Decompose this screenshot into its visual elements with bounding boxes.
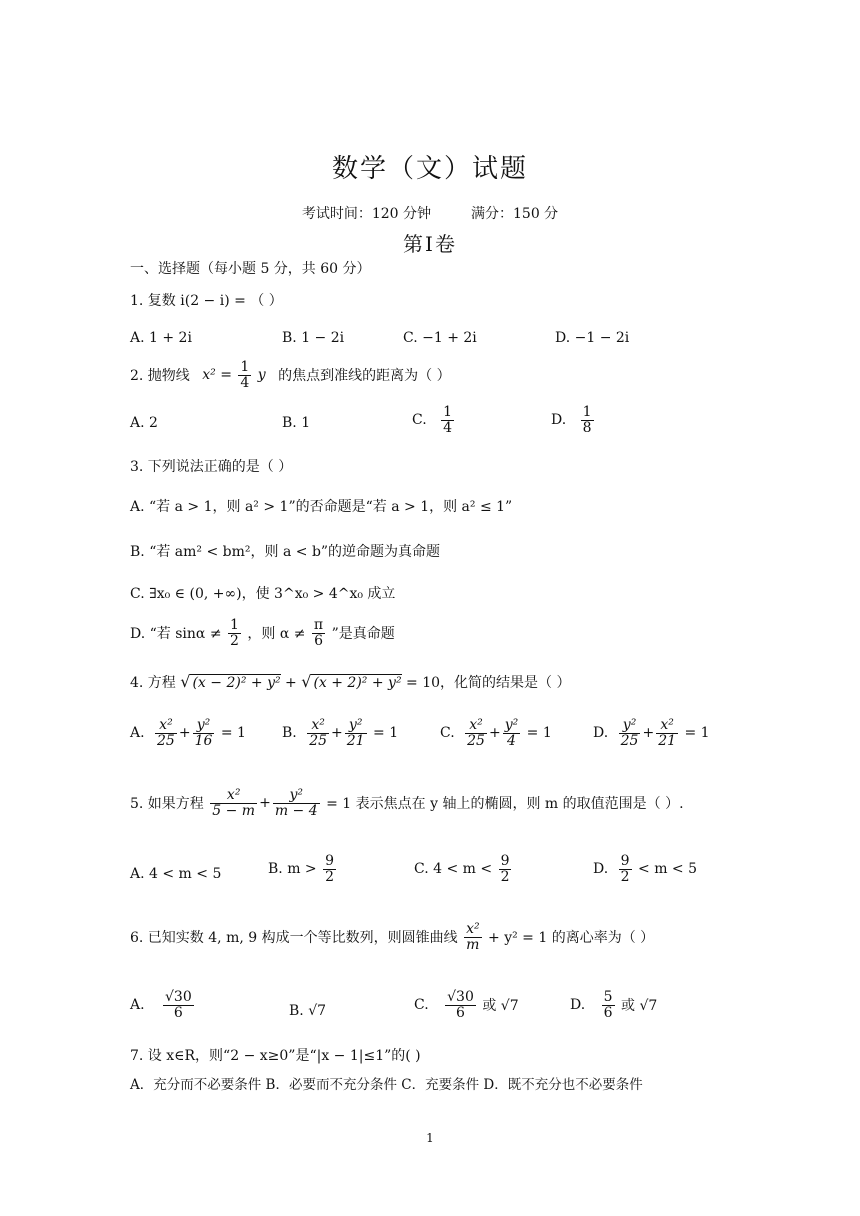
option-text: B. m > [268, 861, 317, 878]
question-1-stem: 1. 复数 i(2 − i) = （ ） [130, 293, 283, 309]
question-2-option-b: B. 1 [282, 415, 311, 431]
option-fraction-1 [228, 618, 241, 648]
volume-heading: 第Ⅰ卷 [403, 232, 457, 256]
question-4-option-a: A. $\frac{\text{x²}}{25}$ + $\frac{\text{y²}}{16}$ = 1 [130, 717, 246, 749]
question-2-lhs: x² = [202, 367, 232, 384]
option-text: C. 4 < m < [414, 861, 493, 878]
option-label: C. [414, 997, 429, 1014]
full-score: 满分：150 分 [471, 206, 559, 222]
fraction-denominator: 25 [309, 732, 328, 749]
fraction-denominator: 2 [500, 868, 510, 885]
option-fraction-1 [155, 718, 177, 748]
option-rhs: = 1 [220, 725, 246, 742]
question-5-suffix: = 1 表示焦点在 y 轴上的椭圆，则 m 的取值范围是（ ）. [326, 796, 684, 813]
question-5-option-d [593, 854, 697, 884]
fraction-numerator: π [313, 617, 324, 633]
fraction-numerator: 9 [620, 853, 630, 869]
question-3-option-b: B. “若 am² < bm²，则 a < b”的逆命题为真命题 [130, 544, 441, 560]
fraction-numerator: 5 [603, 989, 613, 1005]
fraction-denominator: 16 [194, 732, 213, 749]
option-label: D. [593, 861, 609, 878]
fraction-denominator: 4 [240, 374, 250, 391]
question-1-option-b: B. 1 − 2i [282, 330, 345, 346]
fraction-numerator: √30 [165, 989, 192, 1005]
option-text-post: ”是真命题 [331, 626, 395, 643]
option-text: 或 √7 [482, 998, 519, 1015]
page-title: 数学（文）试题 [331, 154, 528, 184]
question-5-prefix: 5. 如果方程 [130, 796, 204, 813]
question-6-prefix: 6. 已知实数 4, m, 9 构成一个等比数列，则圆锥曲线 [130, 930, 458, 947]
question-7-stem: 7. 设 x∈R，则“2 − x≥0”是“|x − 1|≤1”的( ) [130, 1048, 421, 1064]
question-6-option-a [130, 990, 196, 1020]
fraction-denominator: 6 [456, 1004, 465, 1021]
option-fraction-1 [619, 718, 641, 748]
question-6-option-d [570, 990, 657, 1020]
fraction-numerator: y² [193, 718, 215, 734]
question-5-fraction-1 [210, 788, 257, 818]
fraction-denominator: m [466, 936, 480, 953]
fraction-numerator: x² [465, 718, 487, 734]
question-5-option-b [268, 854, 338, 884]
radical-2: (x + 2)² + y² [313, 675, 402, 691]
option-fraction-1 [307, 718, 329, 748]
question-2-suffix: 的焦点到准线的距离为（ ） [278, 368, 451, 385]
fraction-numerator: x² [155, 718, 177, 734]
fraction-denominator: 5 − m [212, 802, 256, 819]
fraction-denominator: m − 4 [274, 802, 318, 819]
question-5-stem: 5. 如果方程 $\frac{\text{x²}}{5 - m}$ + $\frac{\text{y²}}{m - 4}$ = 1 表示焦点在 y 轴上的椭圆，则 m 的取值范围是（ ）. [130, 787, 684, 819]
fraction-denominator: 2 [620, 868, 630, 885]
question-2-option-a: A. 2 [130, 415, 158, 431]
exam-time: 考试时间：120 分钟 [301, 206, 431, 222]
fraction-denominator: 2 [325, 868, 335, 885]
question-4-option-d: D. $\frac{\text{y²}}{25}$ + $\frac{\text{x²}}{21}$ = 1 [593, 717, 710, 749]
option-rhs: = 1 [373, 725, 399, 742]
option-text: < m < 5 [638, 861, 698, 878]
fraction-numerator: 1 [443, 404, 453, 420]
fraction-denominator: 4 [506, 732, 516, 749]
question-5-fraction-2 [273, 788, 320, 818]
question-3-option-c: C. ∃x₀ ∈ (0, +∞)，使 3^x₀ > 4^x₀ 成立 [130, 586, 396, 602]
question-1-option-a: A. 1 + 2i [130, 330, 192, 346]
option-label: A. [130, 725, 145, 742]
fraction-numerator: y² [273, 788, 320, 804]
question-4-option-b: B. $\frac{\text{x²}}{25}$ + $\frac{\text{y²}}{21}$ = 1 [282, 717, 399, 749]
question-6-option-b: B. √7 [289, 1003, 327, 1019]
fraction-denominator: 6 [173, 1004, 183, 1021]
option-rhs: = 1 [684, 725, 710, 742]
fraction-numerator: 9 [500, 853, 510, 869]
fraction-numerator: √30 [447, 989, 474, 1005]
fraction-numerator: x² [656, 718, 678, 734]
question-5-option-c [414, 854, 513, 884]
question-2-fraction [238, 360, 251, 390]
fraction-denominator: 4 [443, 419, 453, 436]
fraction-denominator: 21 [346, 732, 365, 749]
radical-1: (x − 2)² + y² [192, 675, 281, 691]
question-5-option-a: A. 4 < m < 5 [130, 866, 222, 882]
option-fraction-2 [345, 718, 367, 748]
fraction-denominator: 25 [157, 732, 175, 749]
question-1-option-d: D. −1 − 2i [555, 330, 630, 346]
fraction-denominator: 25 [620, 732, 639, 749]
question-2-prefix: 2. 抛物线 [130, 368, 190, 385]
fraction-denominator: 8 [582, 419, 592, 436]
question-2-option-d [551, 405, 596, 435]
question-3-option-a: A. “若 a > 1，则 a² > 1”的否命题是“若 a > 1，则 a² ≤ 1” [130, 499, 513, 515]
fraction-denominator: 2 [230, 632, 239, 649]
option-label: A. [130, 997, 145, 1014]
question-2-var: y [257, 367, 266, 384]
plus-sign: + [285, 675, 297, 691]
fraction-numerator: 9 [325, 853, 335, 869]
option-rhs: = 1 [526, 725, 552, 742]
fraction-numerator: x² [307, 718, 329, 734]
question-3-stem: 3. 下列说法正确的是（ ） [130, 459, 293, 475]
page-number: 1 [426, 1131, 434, 1145]
section-heading: 一、选择题（每小题 5 分，共 60 分） [130, 261, 371, 277]
question-2-stem [130, 360, 451, 390]
option-label: C. [440, 725, 455, 742]
exam-info [0, 203, 860, 223]
option-fraction [441, 405, 454, 435]
option-fraction [581, 405, 594, 435]
question-4-option-c: C. $\frac{\text{x²}}{25}$ + $\frac{\text{y²}}{4}$ = 1 [440, 717, 552, 749]
option-label: D. [551, 412, 567, 429]
option-text: 或 √7 [621, 998, 658, 1015]
fraction-numerator: y² [504, 717, 519, 733]
option-label: D. [593, 725, 609, 742]
fraction-numerator: y² [619, 718, 641, 734]
option-text-pre: D. “若 sinα ≠ [130, 626, 222, 643]
fraction-denominator: 6 [603, 1004, 613, 1021]
option-fraction [619, 854, 632, 884]
option-fraction-2 [656, 718, 678, 748]
option-fraction-2 [312, 618, 325, 648]
option-label: B. [282, 725, 297, 742]
question-6-fraction [464, 922, 482, 952]
fraction-numerator: 1 [240, 359, 250, 375]
option-label: D. [570, 997, 586, 1014]
question-4-prefix: 4. 方程 [130, 675, 176, 691]
option-fraction-2 [193, 718, 215, 748]
question-1-option-c: C. −1 + 2i [403, 330, 477, 346]
question-2-option-c [412, 405, 456, 435]
question-6-option-c [414, 990, 519, 1020]
question-6-suffix: + y² = 1 的离心率为（ ） [488, 930, 655, 947]
fraction-denominator: 21 [658, 732, 677, 749]
question-6-stem [130, 922, 654, 952]
fraction-numerator: 1 [582, 404, 592, 420]
question-4-suffix: = 10，化简的结果是（ ） [406, 675, 571, 691]
fraction-numerator: x² [466, 921, 480, 937]
option-text-mid: ，则 α ≠ [247, 626, 306, 643]
option-fraction [499, 854, 512, 884]
option-label: C. [412, 412, 427, 429]
question-3-option-d [130, 618, 395, 648]
option-fraction-1 [465, 718, 487, 748]
option-fraction [323, 854, 336, 884]
option-fraction [445, 990, 476, 1020]
fraction-denominator: 6 [314, 632, 323, 649]
option-fraction-2 [503, 718, 521, 748]
fraction-numerator: x² [210, 788, 257, 804]
option-fraction [163, 990, 194, 1020]
question-7-options: A．充分而不必要条件 B．必要而不充分条件 C．充要条件 D．既不充分也不必要条件 [130, 1077, 643, 1093]
question-4-stem: 4. 方程 √ (x − 2)² + y² + √ (x + 2)² + y² = 10，化简的结果是（ ） [130, 672, 571, 691]
option-fraction [602, 990, 615, 1020]
fraction-numerator: 1 [230, 617, 239, 633]
fraction-numerator: y² [345, 718, 367, 734]
fraction-denominator: 25 [467, 732, 485, 749]
